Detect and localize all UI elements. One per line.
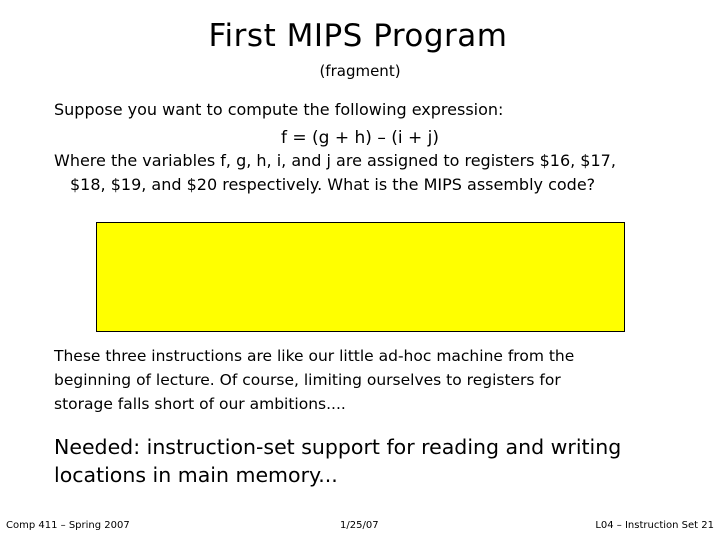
expression-line: f = (g + h) – (i + j)	[281, 128, 439, 148]
slide-title: First MIPS Program	[208, 18, 508, 54]
answer-box	[96, 222, 625, 332]
footer-course: Comp 411 – Spring 2007	[6, 520, 130, 531]
footer-date: 1/25/07	[340, 520, 379, 531]
slide-subtitle: (fragment)	[319, 62, 401, 80]
problem-statement-line: $18, $19, and $20 respectively. What is the MIPS assembly code?	[70, 175, 596, 194]
note-line: These three instructions are like our little ad-hoc machine from the	[54, 347, 575, 365]
note-line: storage falls short of our ambitions....	[54, 395, 346, 413]
problem-statement-line: Suppose you want to compute the following expression:	[54, 100, 504, 119]
problem-statement-line: Where the variables f, g, h, i, and j are assigned to registers $16, $17,	[54, 151, 616, 170]
note-line: beginning of lecture. Of course, limiting ourselves to registers for	[54, 371, 561, 389]
needed-line: locations in main memory...	[54, 463, 338, 487]
needed-line: Needed: instruction-set support for reading and writing	[54, 435, 622, 459]
footer-section: L04 – Instruction Set 21	[595, 520, 714, 531]
